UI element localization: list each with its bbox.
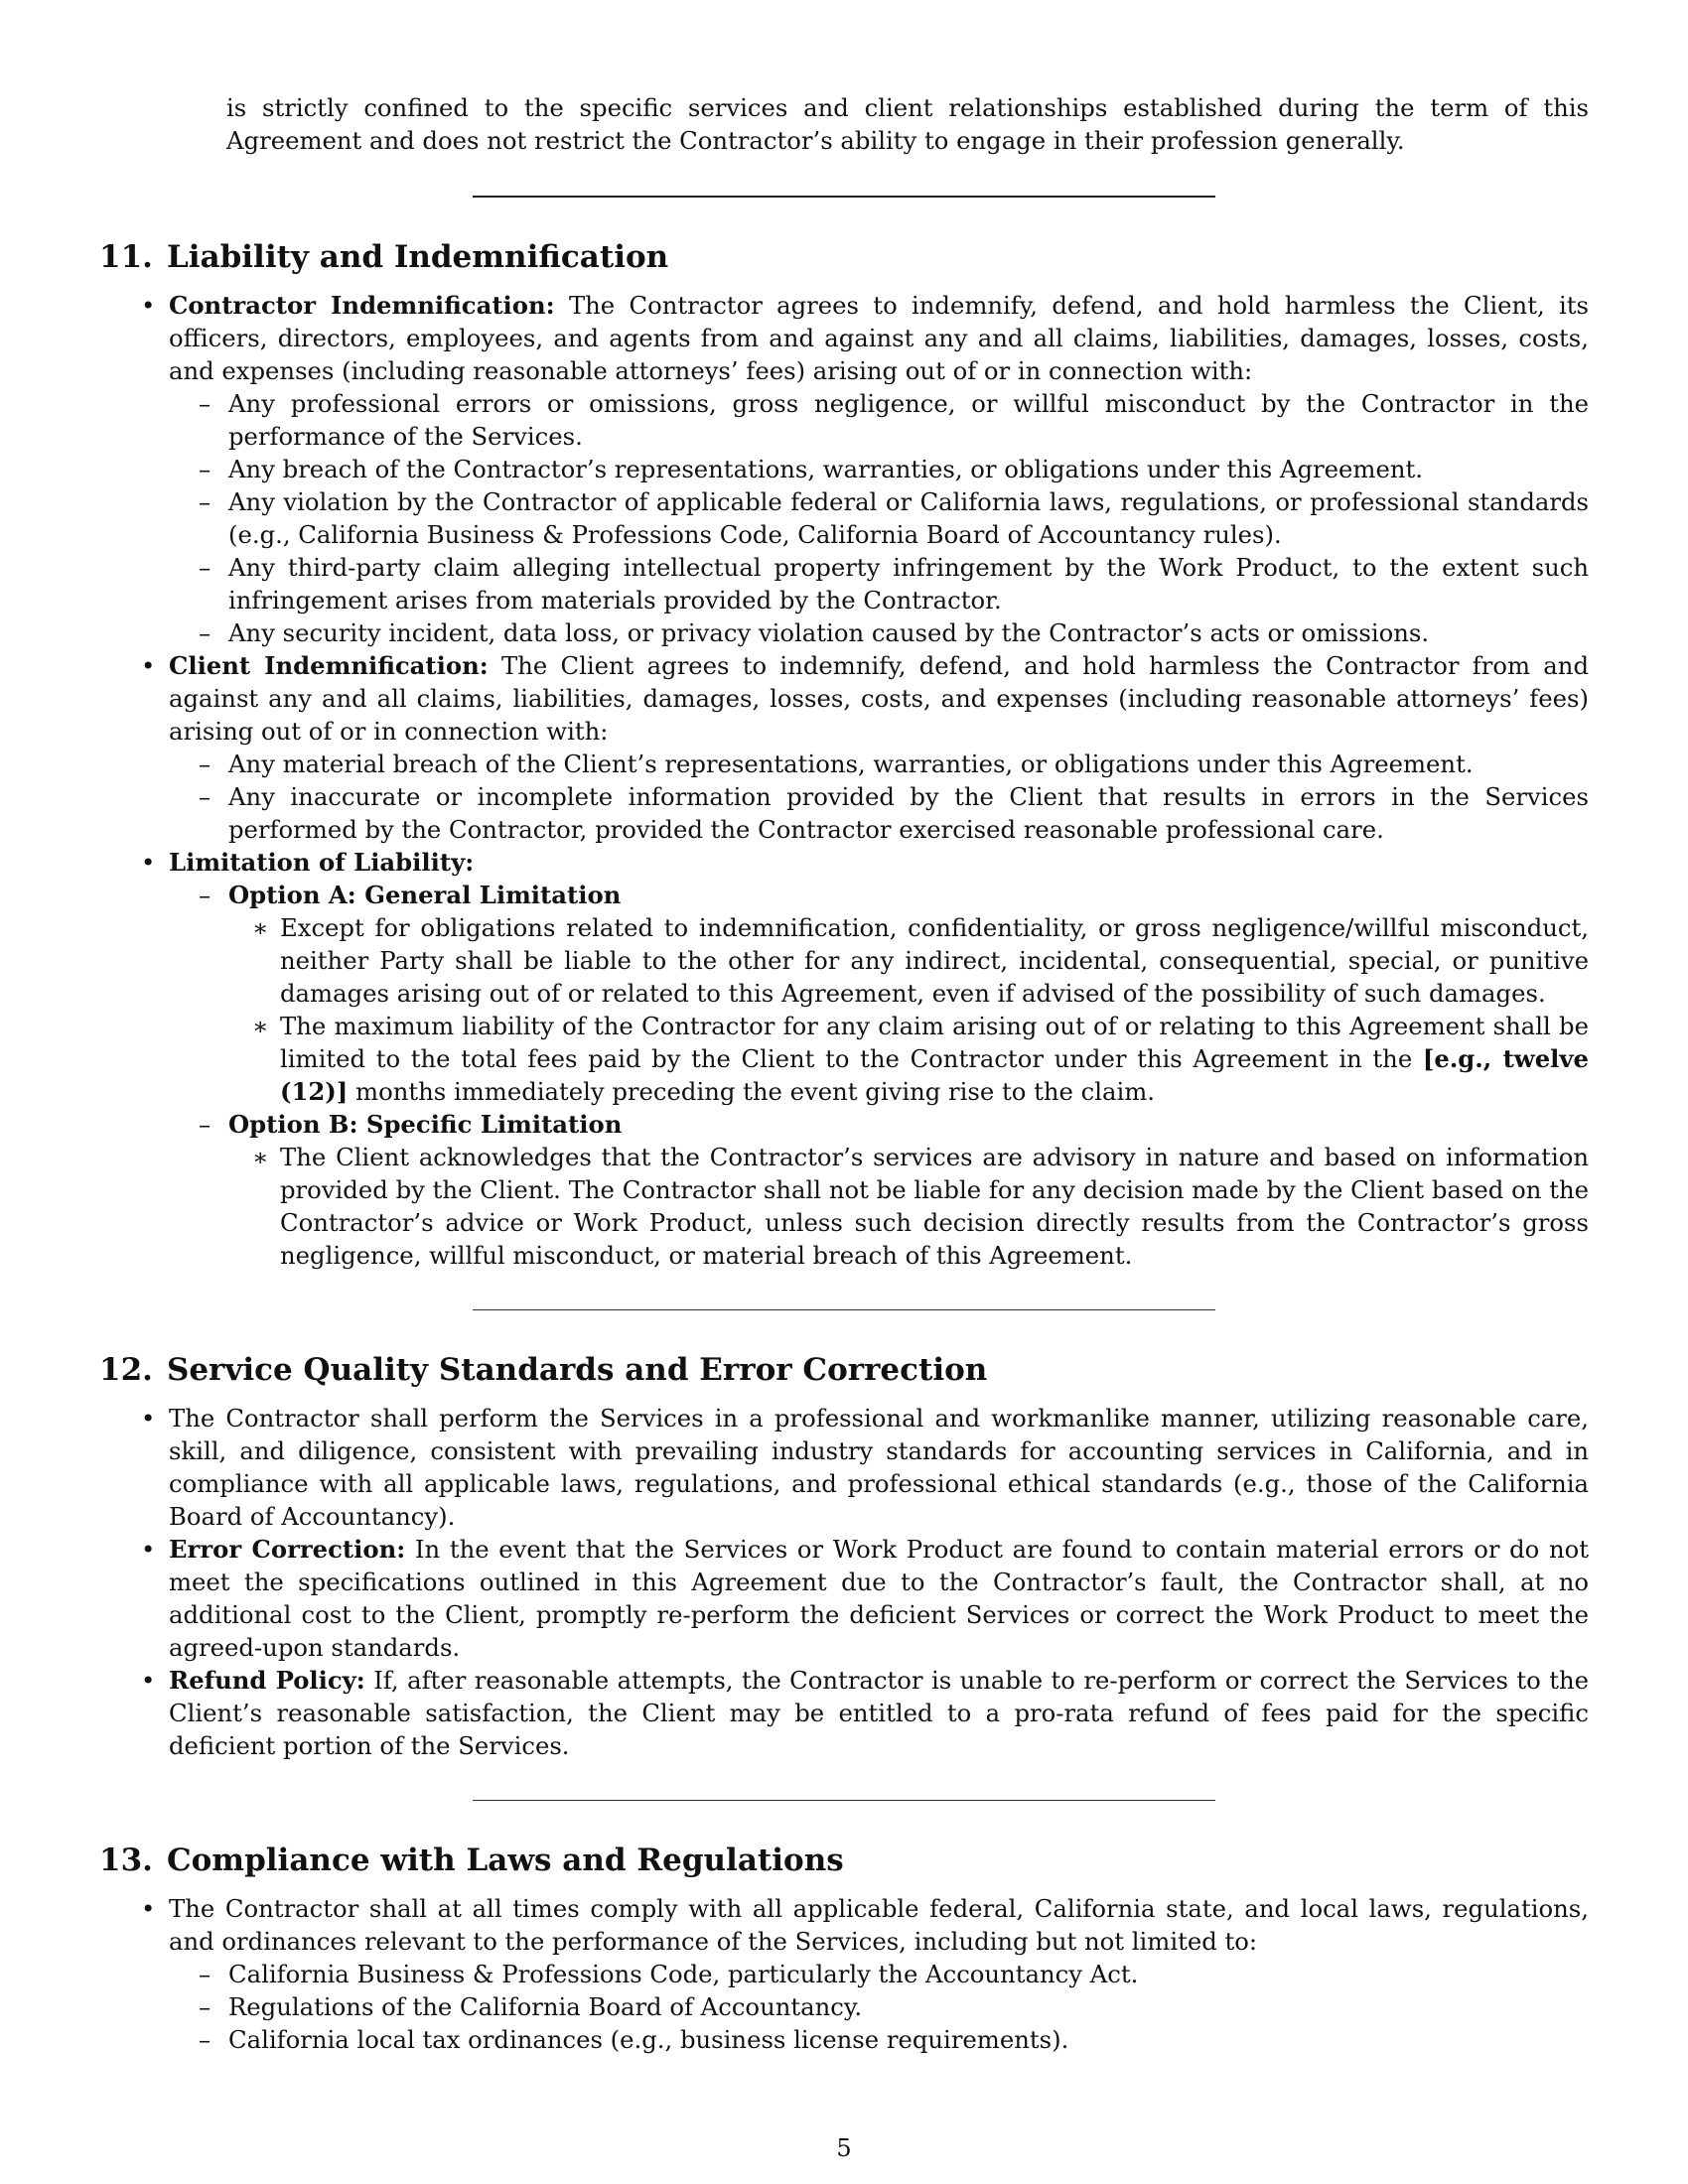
list-item: – California Business & Professions Code, particularly the Accountancy Act. bbox=[228, 1958, 1589, 1990]
item-text: The Client agrees to indemnify, defend, and hold harmless the Contractor from and against any and all claims, liabilities, damages, losses, costs, and expenses (including reasonable attorneys’ fees) arising out of or in connection with: bbox=[169, 651, 1589, 746]
item-text: If, after reasonable attempts, the Contractor is unable to re-perform or correct the Services to the Client’s reasonable satisfaction, the Client may be entitled to a pro-rata refund of fees paid for the specific deficient portion of the Services. bbox=[169, 1666, 1590, 1760]
item-label: Contractor Indemnification: bbox=[169, 291, 555, 320]
list-item: – Any professional errors or omissions, gross negligence, or willful misconduct by the Contractor in the performance of the Services. bbox=[228, 387, 1589, 453]
section-13-list bbox=[99, 1892, 1589, 2056]
item-label: Limitation of Liability: bbox=[169, 848, 475, 877]
list-item: – Any third-party claim alleging intellectual property infringement by the Work Product, to the extent such infringement arises from materials provided by the Contractor. bbox=[228, 551, 1589, 616]
document-page bbox=[99, 91, 1589, 2056]
list-item: – Any material breach of the Client’s representations, warranties, or obligations under this Agreement. bbox=[228, 748, 1589, 780]
section-number: 12. bbox=[99, 1352, 153, 1388]
list-item bbox=[228, 1108, 1589, 1272]
item-text: months immediately preceding the event giving rise to the claim. bbox=[355, 1077, 1156, 1106]
option-label: Option A: General Limitation bbox=[228, 881, 622, 909]
section-13-heading bbox=[99, 1841, 1589, 1880]
list-item: • The Contractor shall perform the Services in a professional and workmanlike manner, utilizing reasonable care, skill, and diligence, consistent with prevailing industry standards for accounting services in California, and in compliance with all applicable laws, regulations, and professional ethical standards (e.g., those of the California Board of Accountancy). bbox=[169, 1402, 1589, 1533]
section-11-list bbox=[99, 289, 1589, 1272]
list-item: – Regulations of the California Board of Accountancy. bbox=[228, 1990, 1589, 2023]
section-number: 13. bbox=[99, 1843, 153, 1878]
section-11-heading bbox=[99, 237, 1589, 277]
list-item: ∗ Except for obligations related to indemnification, confidentiality, or gross negligence/willful misconduct, neither Party shall be liable to the other for any indirect, incidental, consequential, special, or punitive damages arising out of or related to this Agreement, even if advised of the possibility of such damages. bbox=[280, 911, 1589, 1010]
section-title: Compliance with Laws and Regulations bbox=[166, 1843, 844, 1878]
item-text: The maximum liability of the Contractor for any claim arising out of or relating to this Agreement shall be limited to the total fees paid by the Client to the Contractor under this Agreement in the bbox=[280, 1012, 1589, 1073]
section-divider bbox=[473, 196, 1215, 198]
list-item bbox=[169, 1533, 1589, 1664]
section-title: Liability and Indemnification bbox=[166, 239, 669, 275]
item-text: The Contractor shall at all times comply with all applicable federal, California state, and local laws, regulations, and ordinances relevant to the performance of the Services, including but not limited to: bbox=[169, 1894, 1589, 1956]
section-title: Service Quality Standards and Error Correction bbox=[166, 1352, 988, 1388]
section-divider bbox=[473, 1800, 1215, 1801]
list-item bbox=[228, 879, 1589, 1108]
list-item: – Any breach of the Contractor’s representations, warranties, or obligations under this Agreement. bbox=[228, 453, 1589, 485]
item-emphasis: [e.g., twelve (12)] bbox=[280, 1044, 1589, 1106]
list-item: – Any violation by the Contractor of applicable federal or California laws, regulations, or professional standards (e.g., California Business & Professions Code, California Board of Accountancy rules). bbox=[228, 485, 1589, 551]
item-label: Refund Policy: bbox=[169, 1666, 365, 1695]
page-number: 5 bbox=[836, 2134, 852, 2162]
section-12-heading bbox=[99, 1350, 1589, 1390]
list-item bbox=[169, 649, 1589, 846]
item-label: Client Indemnification: bbox=[169, 651, 489, 680]
option-label: Option B: Specific Limitation bbox=[228, 1110, 623, 1139]
intro-paragraph: is strictly confined to the specific services and client relationships established during the term of this Agreement and does not restrict the Contractor’s ability to engage in their profession generally. bbox=[226, 93, 1589, 155]
list-item: ∗ The Client acknowledges that the Contractor’s services are advisory in nature and based on information provided by the Client. The Contractor shall not be liable for any decision made by the Client based on the Contractor’s advice or Work Product, unless such decision directly results from the Contractor’s gross negligence, willful misconduct, or material breach of this Agreement. bbox=[280, 1141, 1589, 1272]
section-12-list bbox=[99, 1402, 1589, 1762]
section-number: 11. bbox=[99, 239, 153, 275]
item-text: In the event that the Services or Work Product are found to contain material errors or do not meet the specifications outlined in this Agreement due to the Contractor’s fault, the Contractor shall, at no additional cost to the Client, promptly re-perform the deficient Services or correct the Work Product to meet the agreed-upon standards. bbox=[169, 1535, 1590, 1662]
list-item bbox=[280, 1010, 1589, 1108]
section-divider bbox=[473, 1309, 1215, 1310]
list-item: – Any security incident, data loss, or privacy violation caused by the Contractor’s acts or omissions. bbox=[228, 616, 1589, 649]
list-item bbox=[169, 1892, 1589, 2056]
list-item bbox=[169, 289, 1589, 649]
item-text: The Contractor agrees to indemnify, defend, and hold harmless the Client, its officers, directors, employees, and agents from and against any and all claims, liabilities, damages, losses, costs, and expenses (including reasonable attorneys’ fees) arising out of or in connection with: bbox=[169, 291, 1589, 385]
item-label: Error Correction: bbox=[169, 1535, 406, 1564]
list-item: – California local tax ordinances (e.g., business license requirements). bbox=[228, 2023, 1589, 2056]
list-item bbox=[169, 846, 1589, 1272]
list-item: – Any inaccurate or incomplete information provided by the Client that results in errors in the Services performed by the Contractor, provided the Contractor exercised reasonable professional care. bbox=[228, 780, 1589, 846]
list-item bbox=[169, 1664, 1589, 1762]
